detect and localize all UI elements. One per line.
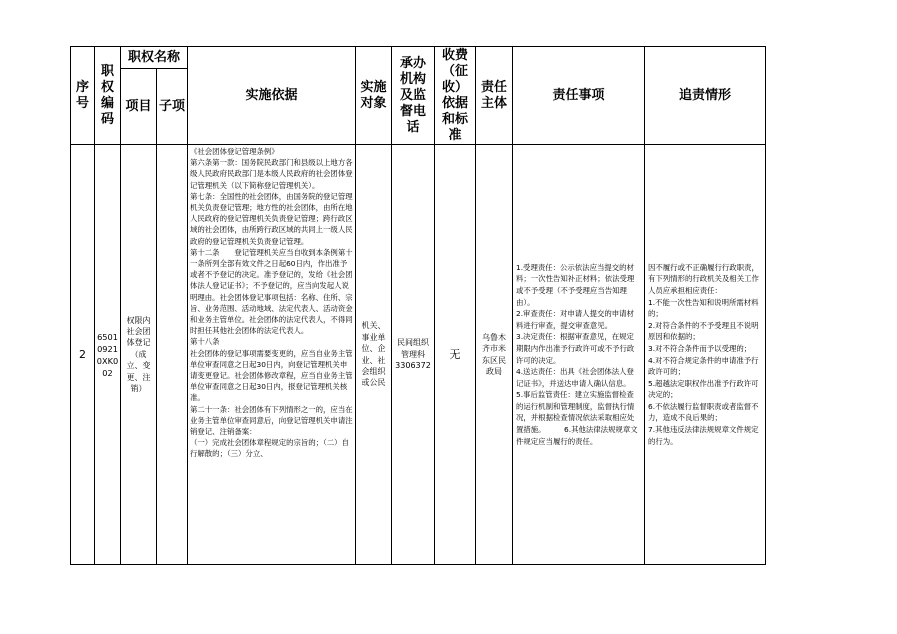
header-subject: 责任主体 [476,47,513,145]
header-basis: 实施依据 [188,47,356,145]
cell-basis: 《社会团体登记管理条例》 第六条第一款：国务院民政部门和县级以上地方各级人民政府民政部门是本级人民政府的社会团体登记管理机关（以下简称登记管理机关）。 第七条：全国性的社会团体，由国务院的登记管理机关负责登记管理；地方性的社会团体，由所在地人民政府的登记管理机关负责登记管理；跨行政区域的社会团体，由所跨行政区域的共同上一级人民政府的登记管理机关负责登记管理。 第十二条 登记管理机关应当自收到本条例第十一条所列全部有效文件之日起60日内，作出准予或者不予登记的决定。准予登记的，发给《社会团体法人登记证书》；不予登记的，应当向发起人说明理由。社会团体登记事项包括：名称、住所、宗旨、业务范围、活动地域、法定代表人、活动资金和业务主管单位。社会团体的法定代表人，不得同时担任其他社会团体的法定代表人。 第十八条 社会团体的登记事项需要变更的，应当自业务主管单位审查同意之日起30日内，向登记管理机关申请变更登记。社会团体修改章程，应当自业务主管单位审查同意之日起30日内，报登记管理机关核准。 第二十一条：社会团体有下列情形之一的，应当在业务主管单位审查同意后，向登记管理机关申请注销登记、注销备案： （一）完成社会团体章程规定的宗旨的；（二）自行解散的；（三）分立、 [188,145,356,565]
cell-subitem [157,145,188,565]
cell-item: 权限内社会团体登记（成立、变更、注销） [121,145,157,565]
header-fee: 收费（征收）依据和标准 [435,47,476,145]
cell-fee: 无 [435,145,476,565]
header-duties: 责任事项 [513,47,645,145]
accountability-table [70,46,766,565]
header-accountability: 追责情形 [645,47,766,145]
cell-seq: 2 [71,145,95,565]
cell-code: 6501 0921 0XK0 02 [95,145,121,565]
cell-accountability: 因不履行或不正确履行行政职责，有下列情形的行政机关及相关工作人员应承担相应责任： 1.不能一次性告知和说明所需材料的； 2.对符合条件的不予受理且不说明原因和依据的； 3.对不符合条件而予以受理的； 4.对不符合规定条件的申请准予行政许可的； 5.超越法定职权作出准予行政许可决定的； 6.不依法履行监督职责或者监督不力，造成不良后果的； 7.其他违反法律法规规章文件规定的行为。 [645,145,766,565]
cell-target: 机关、事业单位、企业、社会组织或公民 [356,145,392,565]
header-subitem: 子项 [157,69,188,145]
header-name-group: 职权名称 [121,47,188,69]
cell-subject: 乌鲁木齐市米东区民政局 [476,145,513,565]
cell-duties: 1.受理责任：公示依法应当提交的材料；一次性告知补正材料；依法受理或不予受理（不予受理应当告知理由）。 2.审查责任：对申请人提交的申请材料进行审查，提交审查意见。 3.决定责任：根据审查意见，在规定期限内作出准予行政许可或不予行政许可的决定。 4.送达责任：出具《社会团体法人登记证书》，并送达申请人确认信息。 5.事后监管责任：建立实施监督检查的运行机制和管理制度，监督执行情况，并根据检查情况依法采取相应处置措施。 6.其他法律法规规章文件规定应当履行的责任。 [513,145,645,565]
header-agency: 承办机构及监督电话 [392,47,435,145]
cell-agency: 民间组织管理科 3306372 [392,145,435,565]
header-target: 实施对象 [356,47,392,145]
header-item: 项目 [121,69,157,145]
header-seq: 序号 [71,47,95,145]
header-code: 职权编码 [95,47,121,145]
